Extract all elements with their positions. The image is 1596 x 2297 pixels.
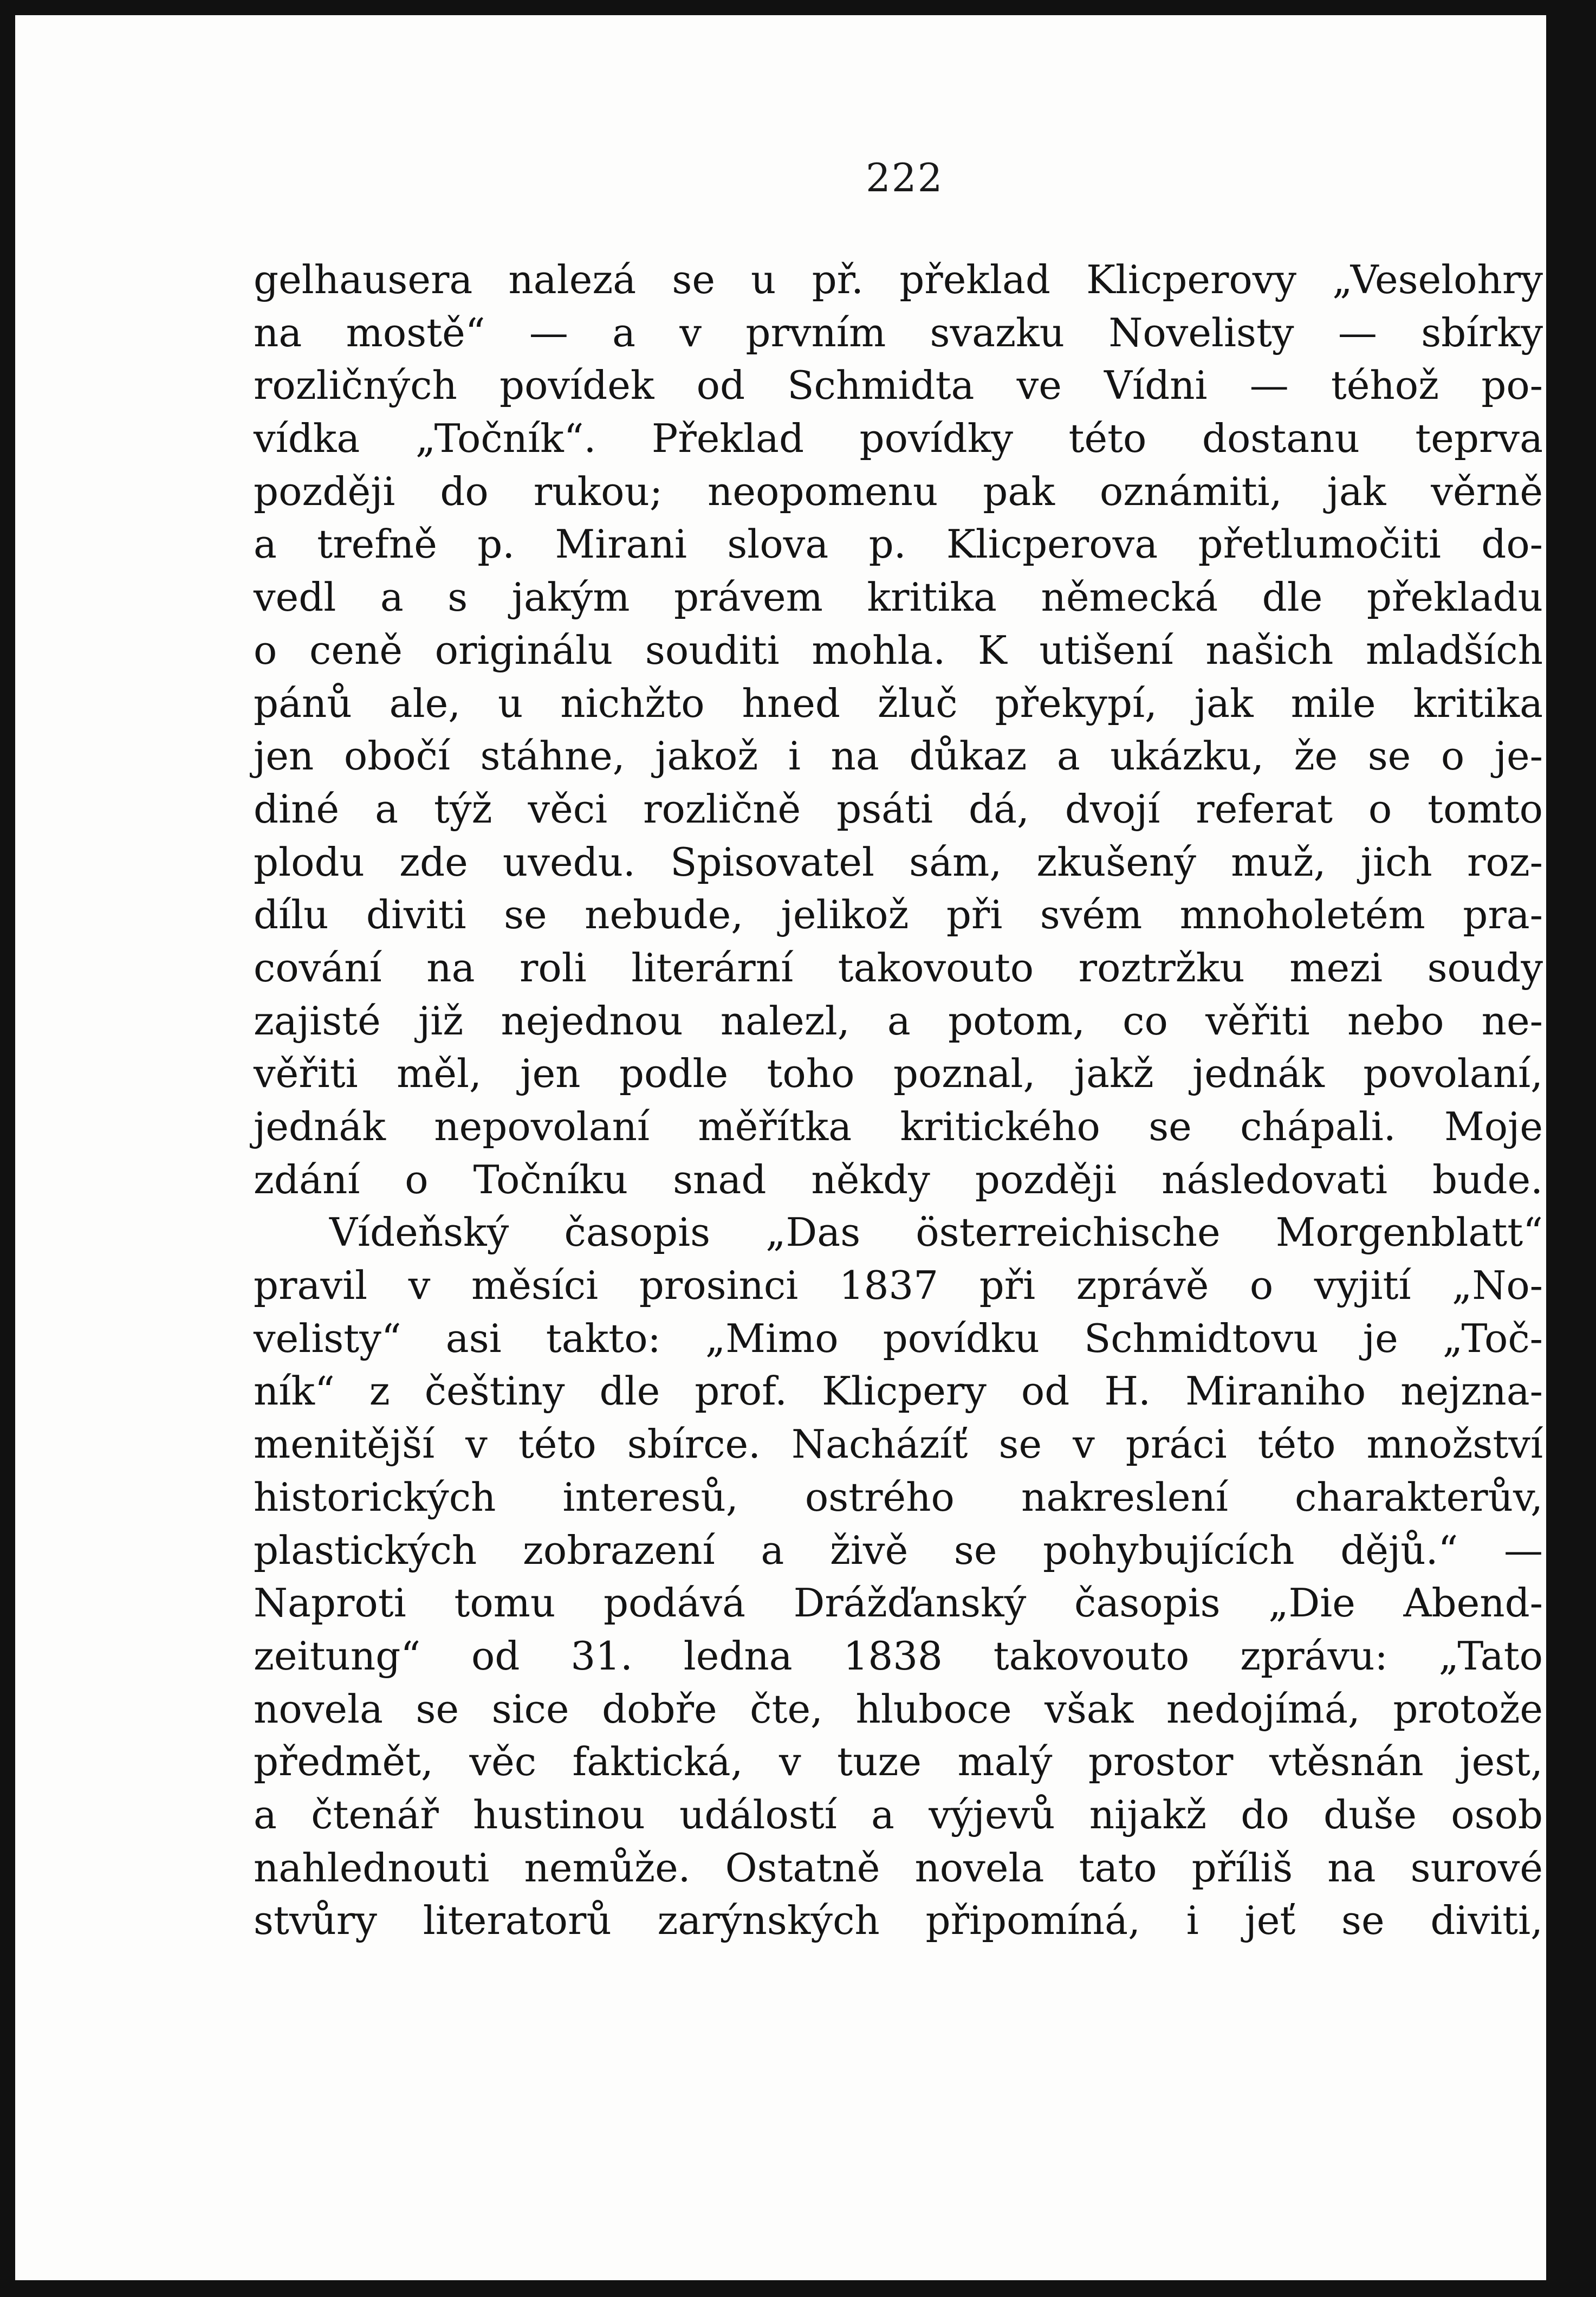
text-line: menitější v této sbírce. Nacházíť se v práci této množství xyxy=(254,1421,1543,1467)
text-line: zeitung“ od 31. ledna 1838 takovouto zprávu: „Tato xyxy=(254,1633,1543,1679)
text-line: předmět, věc faktická, v tuze malý prostor vtěsnán jest, xyxy=(254,1739,1543,1785)
text-line: nahlednouti nemůže. Ostatně novela tato příliš na surové xyxy=(254,1845,1543,1891)
text-line: o ceně originálu souditi mohla. K utišení našich mladších xyxy=(254,627,1543,673)
text-line: a trefně p. Mirani slova p. Klicperova přetlumočiti do- xyxy=(254,521,1543,567)
text-line: diné a týž věci rozličně psáti dá, dvojí referat o tomto xyxy=(254,786,1543,832)
text-line: novela se sice dobře čte, hluboce však nedojímá, protože xyxy=(254,1686,1543,1732)
text-line: cování na roli literární takovouto roztržku mezi soudy xyxy=(254,944,1543,991)
text-line: dílu diviti se nebude, jelikož při svém mnoholetém pra- xyxy=(254,892,1543,938)
text-line: později do rukou; neopomenu pak oznámiti, jak věrně xyxy=(254,468,1543,514)
text-line: zdání o Točníku snad někdy později následovati bude. xyxy=(254,1156,1543,1202)
text-line: věřiti měl, jen podle toho poznal, jakž jednák povolaní, xyxy=(254,1051,1543,1097)
text-line: plastických zobrazení a živě se pohybujících dějů.“ — xyxy=(254,1527,1543,1573)
text-line: a čtenář hustinou událostí a výjevů nijakž do duše osob xyxy=(254,1791,1543,1837)
text-line: jen obočí stáhne, jakož i na důkaz a ukázku, že se o je- xyxy=(254,733,1543,779)
text-line: stvůry literatorů zarýnských připomíná, i jeť se diviti, xyxy=(254,1898,1543,1944)
text-line-paragraph-start: Vídeňský časopis „Das österreichische Morgenblatt“ xyxy=(329,1209,1543,1256)
text-line: rozličných povídek od Schmidta ve Vídni — téhož po- xyxy=(254,363,1543,409)
body-text xyxy=(254,254,1543,1947)
text-line: vídka „Točník“. Překlad povídky této dostanu teprva xyxy=(254,416,1543,462)
text-line: zajisté již nejednou nalezl, a potom, co věřiti nebo ne- xyxy=(254,998,1543,1044)
text-line: jednák nepovolaní měřítka kritického se chápali. Moje xyxy=(254,1104,1543,1149)
text-line: velisty“ asi takto: „Mimo povídku Schmidtovu je „Toč- xyxy=(254,1315,1543,1361)
text-line: pravil v měsíci prosinci 1837 při zprávě o vyjití „No- xyxy=(254,1263,1543,1309)
text-line: gelhausera nalezá se u př. překlad Klicperovy „Veselohry xyxy=(254,257,1543,302)
text-line: pánů ale, u nichžto hned žluč překypí, jak mile kritika xyxy=(254,680,1543,726)
text-line: vedl a s jakým právem kritika německá dle překladu xyxy=(254,574,1543,620)
text-line: na mostě“ — a v prvním svazku Novelisty — sbírky xyxy=(254,309,1543,355)
scan-edge xyxy=(1546,15,1571,2280)
page-number: 222 xyxy=(866,155,944,200)
text-line: historických interesů, ostrého nakreslení charakterův, xyxy=(254,1474,1543,1520)
text-line: plodu zde uvedu. Spisovatel sám, zkušený muž, jich roz- xyxy=(254,839,1543,885)
text-line: Naproti tomu podává Drážďanský časopis „Die Abend- xyxy=(254,1580,1543,1626)
text-line: ník“ z češtiny dle prof. Klicpery od H. Miraniho nejzna- xyxy=(254,1368,1543,1414)
book-page xyxy=(15,15,1571,2280)
